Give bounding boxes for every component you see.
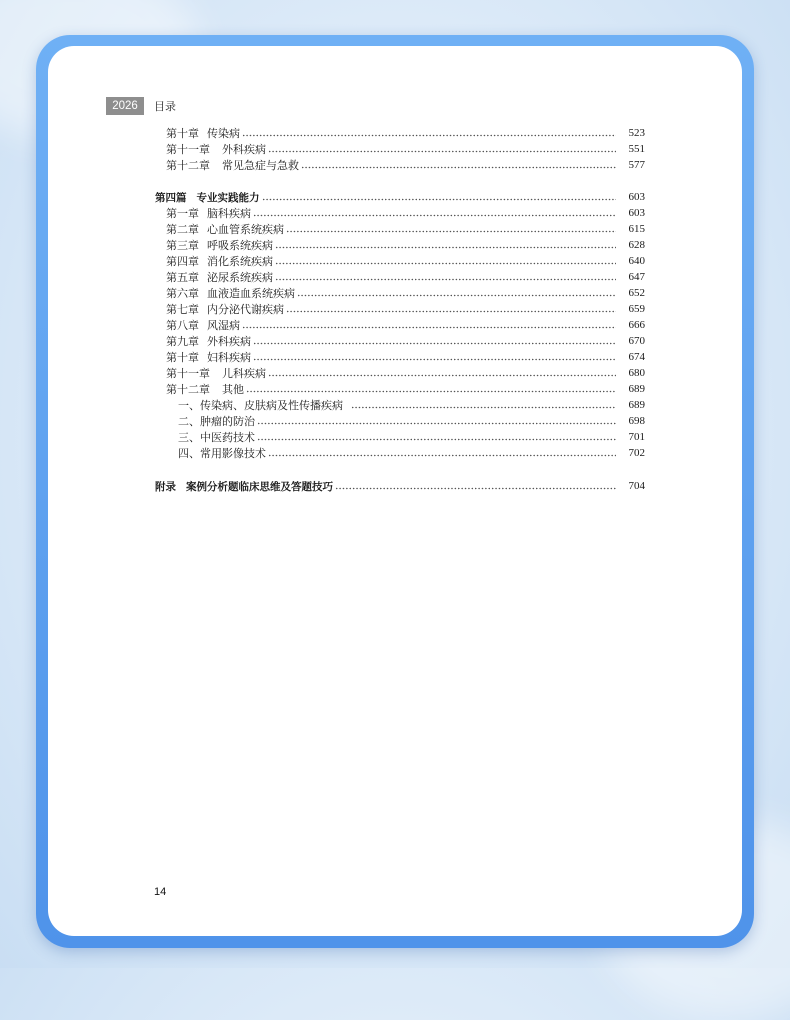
- toc-chapter-number: 第十一章: [166, 367, 210, 380]
- toc-page-number: 551: [628, 143, 645, 155]
- toc-appendix-title: 案例分析题临床思维及答题技巧: [186, 480, 333, 493]
- toc-page-number: 704: [628, 480, 645, 492]
- toc-entry-title: 心血管系统疾病: [207, 223, 284, 236]
- toc-leader-dots: [257, 422, 616, 425]
- toc-chapter-number: 第十一章: [166, 143, 210, 156]
- toc-chapter-number: 第九章: [166, 335, 199, 348]
- toc-leader-dots: [246, 390, 616, 393]
- toc-entry[interactable]: [166, 365, 645, 381]
- toc-leader-dots: [275, 262, 616, 265]
- toc-entry[interactable]: [166, 141, 645, 157]
- toc-page-number: 603: [628, 191, 645, 203]
- toc-leader-dots: [253, 342, 616, 345]
- toc-entry[interactable]: [166, 221, 645, 237]
- toc-entry[interactable]: [166, 349, 645, 365]
- toc-leader-dots: [253, 214, 616, 217]
- toc-page-number: 701: [628, 431, 645, 443]
- toc-leader-dots: [268, 454, 616, 457]
- toc-entry-title: 脑科疾病: [207, 207, 251, 220]
- toc-leader-dots: [335, 487, 616, 490]
- toc-page-number: 666: [628, 319, 645, 331]
- toc-page-number: 674: [628, 351, 645, 363]
- toc-entry-title: 妇科疾病: [207, 351, 251, 364]
- toc-leader-dots: [286, 230, 616, 233]
- toc-leader-dots: [242, 134, 616, 137]
- toc-page-number: 689: [628, 383, 645, 395]
- toc-entry[interactable]: [166, 125, 645, 141]
- toc-entry[interactable]: [166, 269, 645, 285]
- toc-entry-title: 儿科疾病: [222, 367, 266, 380]
- toc-chapter-number: 第十章: [166, 351, 199, 364]
- toc-entry[interactable]: [166, 333, 645, 349]
- toc-page-number: 640: [628, 255, 645, 267]
- toc-chapter-number: 第十章: [166, 127, 199, 140]
- page-number: 14: [154, 886, 167, 898]
- toc-entry[interactable]: [166, 285, 645, 301]
- toc-page-number: 698: [628, 415, 645, 427]
- toc-leader-dots: [275, 246, 616, 249]
- toc-entry[interactable]: [166, 253, 645, 269]
- toc-leader-dots: [268, 150, 616, 153]
- toc-chapter-number: 第十二章: [166, 159, 210, 172]
- toc-entry[interactable]: [166, 381, 645, 397]
- toc-page-number: 628: [628, 239, 645, 251]
- toc-chapter-number: 第十二章: [166, 383, 210, 396]
- toc-leader-dots: [301, 166, 616, 169]
- toc-entry-title: 常见急症与急救: [222, 159, 299, 172]
- toc-entry[interactable]: [166, 157, 645, 173]
- toc-subsection[interactable]: [178, 413, 645, 429]
- toc-leader-dots: [268, 374, 616, 377]
- toc-entry-title: 消化系统疾病: [207, 255, 273, 268]
- toc-subsection-title: 二、肿瘤的防治: [178, 415, 255, 428]
- toc-entry[interactable]: [166, 317, 645, 333]
- toc-page-number: 615: [628, 223, 645, 235]
- toc-page-number: 523: [628, 127, 645, 139]
- header-title: 目录: [154, 100, 176, 113]
- toc-page-number: 659: [628, 303, 645, 315]
- toc-entry-title: 其他: [222, 383, 244, 396]
- toc-chapter-number: 第六章: [166, 287, 199, 300]
- toc-page-number: 647: [628, 271, 645, 283]
- toc-page-number: 702: [628, 447, 645, 459]
- toc-part-number: 第四篇: [155, 191, 187, 204]
- toc-page-number: 652: [628, 287, 645, 299]
- toc-entry-title: 呼吸系统疾病: [207, 239, 273, 252]
- toc-entry-title: 风湿病: [207, 319, 240, 332]
- toc-subsection[interactable]: [178, 429, 645, 445]
- toc-chapter-number: 第一章: [166, 207, 199, 220]
- toc-chapter-number: 第七章: [166, 303, 199, 316]
- toc-subsection-title: 一、传染病、皮肤病及性传播疾病: [178, 399, 343, 412]
- toc-leader-dots: [351, 406, 616, 409]
- toc-appendix-label: 附录: [155, 480, 176, 493]
- toc-entry-title: 外科疾病: [222, 143, 266, 156]
- toc-entry[interactable]: [166, 237, 645, 253]
- toc-page-number: 689: [628, 399, 645, 411]
- toc-leader-dots: [286, 310, 616, 313]
- toc-leader-dots: [297, 294, 616, 297]
- toc-page-number: 680: [628, 367, 645, 379]
- toc-subsection[interactable]: [178, 397, 645, 413]
- toc-entry-title: 血液造血系统疾病: [207, 287, 295, 300]
- year-badge: 2026: [106, 97, 144, 115]
- toc-subsection-title: 三、中医药技术: [178, 431, 255, 444]
- toc-leader-dots: [262, 198, 617, 201]
- toc-page-number: 603: [628, 207, 645, 219]
- toc-entry-title: 传染病: [207, 127, 240, 140]
- toc-chapter-number: 第三章: [166, 239, 199, 252]
- toc-chapter-number: 第八章: [166, 319, 199, 332]
- toc-part-heading[interactable]: [155, 189, 645, 205]
- toc-entry[interactable]: [166, 205, 645, 221]
- toc-entry-title: 泌尿系统疾病: [207, 271, 273, 284]
- toc-part-title: 专业实践能力: [196, 191, 260, 204]
- toc-subsection[interactable]: [178, 445, 645, 461]
- toc-leader-dots: [242, 326, 616, 329]
- toc-entry-title: 内分泌代谢疾病: [207, 303, 284, 316]
- toc-leader-dots: [253, 358, 616, 361]
- toc-leader-dots: [257, 438, 616, 441]
- toc-chapter-number: 第二章: [166, 223, 199, 236]
- toc-entry[interactable]: [166, 301, 645, 317]
- toc-page-number: 577: [628, 159, 645, 171]
- toc-entry-title: 外科疾病: [207, 335, 251, 348]
- toc-page-number: 670: [628, 335, 645, 347]
- toc-appendix[interactable]: [155, 478, 645, 494]
- toc-chapter-number: 第四章: [166, 255, 199, 268]
- toc-leader-dots: [275, 278, 616, 281]
- toc-chapter-number: 第五章: [166, 271, 199, 284]
- toc-subsection-title: 四、常用影像技术: [178, 447, 266, 460]
